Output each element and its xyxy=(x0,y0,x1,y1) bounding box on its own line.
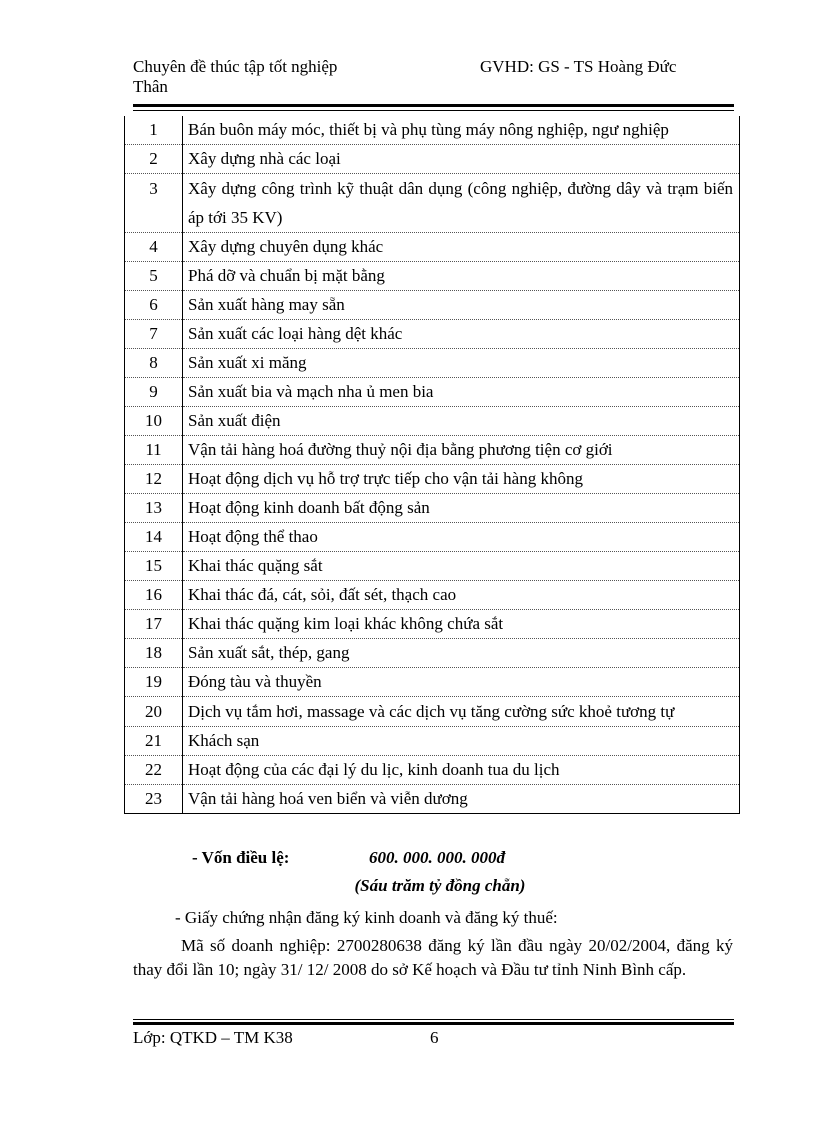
row-number: 16 xyxy=(125,581,183,610)
table-row xyxy=(125,349,740,378)
row-number: 1 xyxy=(125,116,183,145)
header-supervisor-continued: Thân xyxy=(133,77,168,96)
table-row xyxy=(125,174,740,233)
footer-rule-thin xyxy=(133,1019,734,1020)
activity-name: Sản xuất điện xyxy=(183,407,740,436)
table-row xyxy=(125,436,740,465)
row-number: 5 xyxy=(125,262,183,291)
charter-capital-label: - Vốn điều lệ: xyxy=(192,848,290,867)
activity-name: Khai thác quặng kim loại khác không chứa sắt xyxy=(183,610,740,639)
activity-name: Bán buôn máy móc, thiết bị và phụ tùng máy nông nghiệp, ngư nghiệp xyxy=(183,116,740,145)
table-row xyxy=(125,785,740,814)
row-number: 4 xyxy=(125,233,183,262)
row-number: 17 xyxy=(125,610,183,639)
activity-name: Xây dựng nhà các loại xyxy=(183,145,740,174)
row-number: 21 xyxy=(125,727,183,756)
activity-name: Phá dỡ và chuẩn bị mặt bằng xyxy=(183,262,740,291)
table-row xyxy=(125,494,740,523)
row-number: 14 xyxy=(125,523,183,552)
table-row xyxy=(125,407,740,436)
activity-name: Xây dựng công trình kỹ thuật dân dụng (công nghiệp, đường dây và trạm biến áp tới 35 KV) xyxy=(183,174,740,233)
activity-name: Sản xuất sắt, thép, gang xyxy=(183,639,740,668)
certificate-heading: - Giấy chứng nhận đăng ký kinh doanh và đăng ký thuế: xyxy=(175,908,558,927)
header-rule-thin xyxy=(133,110,734,111)
footer-rule-thick xyxy=(133,1022,734,1025)
table-row xyxy=(125,465,740,494)
header-rule-thick xyxy=(133,104,734,107)
row-number: 15 xyxy=(125,552,183,581)
table-row xyxy=(125,552,740,581)
activity-name: Hoạt động của các đại lý du lịc, kinh doanh tua du lịch xyxy=(183,756,740,785)
activity-name: Đóng tàu và thuyền xyxy=(183,668,740,697)
activity-name: Vận tải hàng hoá đường thuỷ nội địa bằng phương tiện cơ giới xyxy=(183,436,740,465)
table-row xyxy=(125,727,740,756)
activity-name: Sản xuất các loại hàng dệt khác xyxy=(183,320,740,349)
row-number: 3 xyxy=(125,174,183,233)
table-row xyxy=(125,291,740,320)
activity-name: Khai thác quặng sắt xyxy=(183,552,740,581)
header-title: Chuyên đề thúc tập tốt nghiệp xyxy=(133,57,338,76)
table-row xyxy=(125,116,740,145)
footer-class: Lớp: QTKD – TM K38 xyxy=(133,1028,293,1047)
activity-name: Vận tải hàng hoá ven biển và viễn dương xyxy=(183,785,740,814)
table-row xyxy=(125,145,740,174)
activity-name: Hoạt động dịch vụ hỗ trợ trực tiếp cho vận tải hàng không xyxy=(183,465,740,494)
activity-name: Khai thác đá, cát, sỏi, đất sét, thạch cao xyxy=(183,581,740,610)
activity-name: Hoạt động kinh doanh bất động sản xyxy=(183,494,740,523)
table-row xyxy=(125,262,740,291)
table-row xyxy=(125,320,740,349)
row-number: 23 xyxy=(125,785,183,814)
table-row xyxy=(125,756,740,785)
row-number: 18 xyxy=(125,639,183,668)
table-row xyxy=(125,610,740,639)
row-number: 7 xyxy=(125,320,183,349)
row-number: 10 xyxy=(125,407,183,436)
row-number: 19 xyxy=(125,668,183,697)
activity-name: Sản xuất bia và mạch nha ủ men bia xyxy=(183,378,740,407)
row-number: 11 xyxy=(125,436,183,465)
row-number: 2 xyxy=(125,145,183,174)
activity-name: Sản xuất hàng may sẵn xyxy=(183,291,740,320)
activity-name: Dịch vụ tắm hơi, massage và các dịch vụ tăng cường sức khoẻ tương tự xyxy=(183,697,740,727)
certificate-body: Mã số doanh nghiệp: 2700280638 đăng ký lần đầu ngày 20/02/2004, đăng ký thay đổi lần 10; ngày 31/ 12/ 2008 do sở Kế hoạch và Đầu tư tỉnh Ninh Bình cấp. xyxy=(133,936,733,979)
table-row xyxy=(125,233,740,262)
row-number: 9 xyxy=(125,378,183,407)
table-row xyxy=(125,581,740,610)
charter-capital xyxy=(192,847,505,869)
table-row xyxy=(125,668,740,697)
activity-name: Sản xuất xi măng xyxy=(183,349,740,378)
activity-name: Khách sạn xyxy=(183,727,740,756)
charter-capital-in-words: (Sáu trăm tỷ đồng chẵn) xyxy=(354,876,526,895)
row-number: 8 xyxy=(125,349,183,378)
table-row xyxy=(125,639,740,668)
activity-name: Xây dựng chuyên dụng khác xyxy=(183,233,740,262)
charter-capital-value: 600. 000. 000. 000đ xyxy=(369,848,505,867)
table-row xyxy=(125,378,740,407)
row-number: 20 xyxy=(125,697,183,727)
row-number: 13 xyxy=(125,494,183,523)
table-row xyxy=(125,697,740,727)
activity-name: Hoạt động thể thao xyxy=(183,523,740,552)
row-number: 12 xyxy=(125,465,183,494)
row-number: 22 xyxy=(125,756,183,785)
page-number: 6 xyxy=(430,1028,439,1047)
row-number: 6 xyxy=(125,291,183,320)
header-supervisor: GVHD: GS - TS Hoàng Đức xyxy=(480,57,677,76)
table-row xyxy=(125,523,740,552)
business-activities-table xyxy=(124,116,740,814)
